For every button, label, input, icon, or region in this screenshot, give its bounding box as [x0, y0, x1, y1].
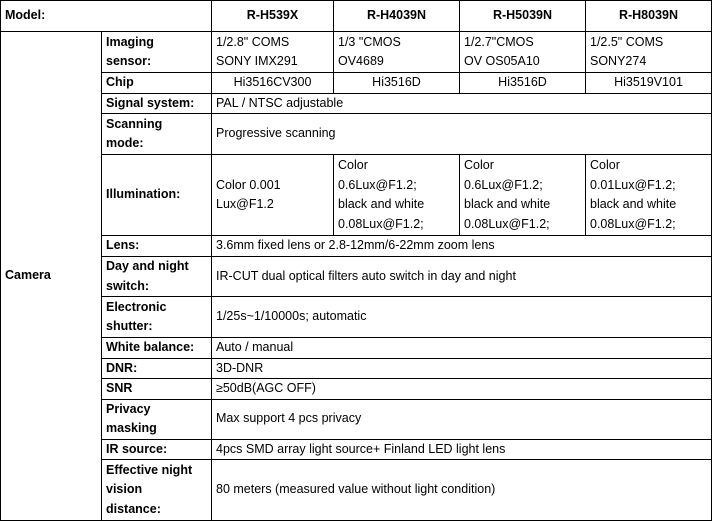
illumination-value: Color 0.6Lux@F1.2; black and white 0.08Lux@F1.2; — [334, 155, 460, 236]
illumination-value: Color 0.6Lux@F1.2; black and white 0.08Lux@F1.2; — [460, 155, 586, 236]
sensor-value: 1/2.7"CMOS OV OS05A10 — [460, 32, 586, 73]
privacy-row — [1, 399, 712, 439]
scanning-mode-row — [1, 114, 712, 155]
illumination-row — [1, 155, 712, 236]
row-value: 1/25s~1/10000s; automatic — [212, 297, 712, 338]
row-value: 4pcs SMD array light source+ Finland LED light lens — [212, 439, 712, 460]
sensor-value: 1/2.5" COMS SONY274 — [586, 32, 712, 73]
row-value: Max support 4 pcs privacy — [212, 399, 712, 439]
imaging-sensor-row — [1, 32, 712, 73]
lens-row — [1, 236, 712, 257]
model-name: R-H5039N — [460, 1, 586, 32]
row-value: IR-CUT dual optical filters auto switch in day and night — [212, 257, 712, 297]
model-label: Model: — [1, 1, 212, 32]
row-label: DNR: — [102, 358, 212, 379]
row-value: Auto / manual — [212, 338, 712, 359]
model-name: R-H8039N — [586, 1, 712, 32]
row-label: Signal system: — [102, 93, 212, 114]
chip-value: Hi3516CV300 — [212, 73, 334, 94]
snr-row — [1, 379, 712, 400]
row-value: ≥50dB(AGC OFF) — [212, 379, 712, 400]
row-label: White balance: — [102, 338, 212, 359]
chip-value: Hi3519V101 — [586, 73, 712, 94]
row-label: Chip — [102, 73, 212, 94]
row-value: 3D-DNR — [212, 358, 712, 379]
row-label: Imaging sensor: — [102, 32, 212, 73]
row-label: IR source: — [102, 439, 212, 460]
row-value: PAL / NTSC adjustable — [212, 93, 712, 114]
sensor-value: 1/3 "CMOS OV4689 — [334, 32, 460, 73]
illumination-value: Color 0.01Lux@F1.2; black and white 0.08Lux@F1.2; — [586, 155, 712, 236]
chip-value: Hi3516D — [334, 73, 460, 94]
row-label: SNR — [102, 379, 212, 400]
row-label: Illumination: — [102, 155, 212, 236]
chip-value: Hi3516D — [460, 73, 586, 94]
shutter-row — [1, 297, 712, 338]
illumination-value: Color 0.001 Lux@F1.2 — [212, 155, 334, 236]
row-label: Lens: — [102, 236, 212, 257]
row-label: Day and night switch: — [102, 257, 212, 297]
row-value: 80 meters (measured value without light condition) — [212, 460, 712, 521]
header-row — [1, 1, 712, 32]
model-name: R-H539X — [212, 1, 334, 32]
sensor-value: 1/2.8" COMS SONY IMX291 — [212, 32, 334, 73]
row-label: Effective night vision distance: — [102, 460, 212, 521]
chip-row — [1, 73, 712, 94]
white-balance-row — [1, 338, 712, 359]
row-label: Electronic shutter: — [102, 297, 212, 338]
ir-source-row — [1, 439, 712, 460]
model-name: R-H4039N — [334, 1, 460, 32]
row-value: Progressive scanning — [212, 114, 712, 155]
row-label: Scanning mode: — [102, 114, 212, 155]
section-label-camera: Camera — [1, 32, 102, 521]
day-night-row — [1, 257, 712, 297]
row-label: Privacy masking — [102, 399, 212, 439]
row-value: 3.6mm fixed lens or 2.8-12mm/6-22mm zoom lens — [212, 236, 712, 257]
signal-system-row — [1, 93, 712, 114]
dnr-row — [1, 358, 712, 379]
night-vision-row — [1, 460, 712, 521]
